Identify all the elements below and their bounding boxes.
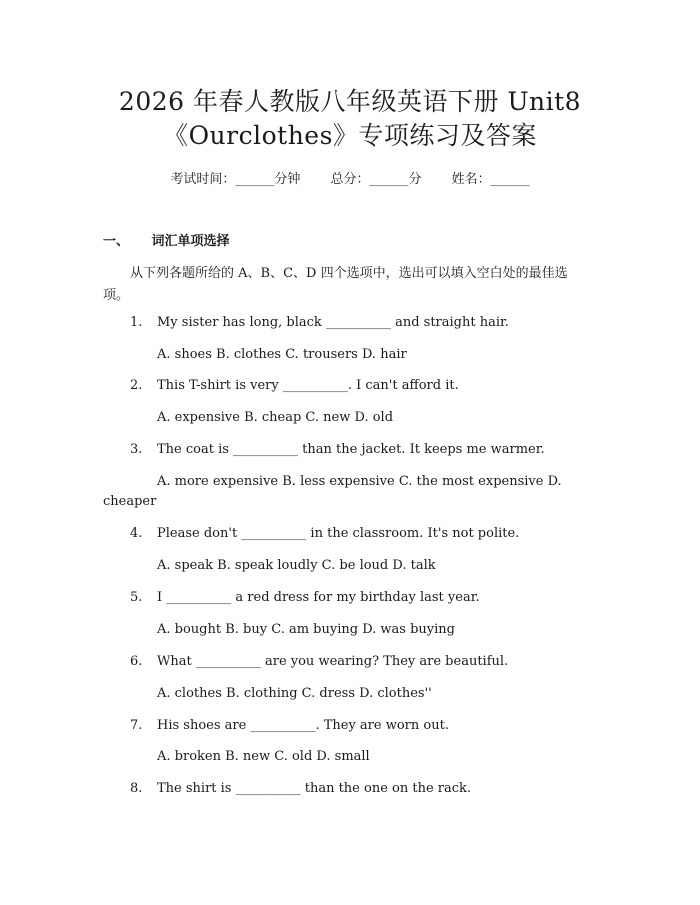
- question-text: My sister has long, black __________ and straight hair.: [157, 315, 509, 330]
- exam-time: 考试时间：______分钟: [170, 172, 301, 187]
- question-number: 2.: [130, 378, 143, 393]
- section-instruction-line-2: 项。: [103, 288, 130, 303]
- question-text: Please don't __________ in the classroom. It's not polite.: [157, 526, 520, 541]
- question-number: 4.: [130, 526, 143, 541]
- question-options: A. speak B. speak loudly C. be loud D. talk: [157, 558, 436, 573]
- question-number: 6.: [130, 654, 143, 669]
- question-text: This T-shirt is very __________. I can't afford it.: [157, 378, 459, 393]
- section-title: 词汇单项选择: [151, 234, 230, 249]
- question-options: A. more expensive B. less expensive C. the most expensive D.: [157, 474, 562, 489]
- doc-title-line-2: 《Ourclothes》专项练习及答案: [163, 121, 537, 150]
- question-number: 3.: [130, 442, 143, 457]
- section-heading: [103, 230, 230, 249]
- section-number: 一、: [103, 234, 130, 249]
- question-options: A. expensive B. cheap C. new D. old: [157, 410, 394, 425]
- question-number: 1.: [130, 315, 143, 330]
- question-text: The shirt is __________ than the one on the rack.: [157, 781, 472, 796]
- question-options-continued: cheaper: [103, 494, 157, 509]
- question-text: The coat is __________ than the jacket. It keeps me warmer.: [157, 442, 545, 457]
- question-options: A. broken B. new C. old D. small: [157, 749, 370, 764]
- doc-title-line-1: 2026 年春人教版八年级英语下册 Unit8: [118, 87, 582, 116]
- exam-meta: [0, 168, 700, 187]
- question-options: A. clothes B. clothing C. dress D. clothes'': [157, 686, 432, 701]
- question-number: 7.: [130, 718, 143, 733]
- section-instruction-line-1: 从下列各题所给的 A、B、C、D 四个选项中，选出可以填入空白处的最佳选: [130, 266, 568, 281]
- question-options: A. shoes B. clothes C. trousers D. hair: [157, 347, 407, 362]
- question-text: What __________ are you wearing? They are beautiful.: [157, 654, 509, 669]
- question-number: 5.: [130, 590, 143, 605]
- question-text: His shoes are __________. They are worn out.: [157, 718, 449, 733]
- question-options: A. bought B. buy C. am buying D. was buying: [157, 622, 455, 637]
- question-number: 8.: [130, 781, 143, 796]
- exam-name: 姓名：______: [451, 172, 530, 187]
- question-text: I __________ a red dress for my birthday last year.: [157, 590, 480, 605]
- exam-score: 总分：______分: [330, 172, 422, 187]
